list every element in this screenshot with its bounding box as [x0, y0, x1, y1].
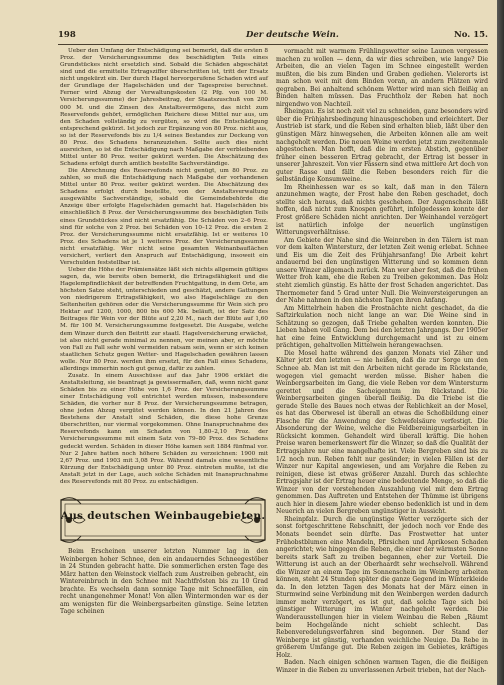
paragraph: vormacht mit warmem Frühlingswetter seine Launen vergessen machen zu wollen — denn, da wir dies schreiben, wie lange? Die Arbeiten, die an vielen Tagen im Schnee eingestellt werden mußten, die bis zum Binden und Graben gediehen. Vielerorts ist man schon weit mit dem Binden voran, an andern Plätzen wird gegraben. Bei anhaltend schönem Wetter wird man sich fleißig an Binden halten müssen. Das Fruchtholz der Reben hat noch nirgendwo von Nachteil.: [276, 48, 488, 108]
right-column: [276, 48, 488, 674]
left-column: [60, 48, 268, 486]
paragraph: Am Mittelrhein haben die Frostnächte nicht geschadet, da die Saftzirkulation noch nicht lange an war. Die Weine sind in Schätzung so gezogen, daß Triebe gehalten werden konnten. Die Lieben haben voll Gang. Dem bei den letzten Jahrgangs. Der 1905er hat eine feine Entwicklung durchgemacht und ist zu einem prächtigen, gehaltvollen Mittelwein herangewachsen.: [276, 304, 488, 350]
journal-title: Der deutsche Wein.: [246, 30, 339, 40]
header-rule: [58, 44, 488, 45]
issue-number: No. 15.: [454, 30, 488, 40]
left-column-lower: [60, 548, 268, 616]
paragraph: Am Gebiete der Nahe sind die Weinreben in den Tälern ist man vor dem kalten Wintersturz, der letzten Zeit wenig erlebat. Schnee und Eis um die Zeit des Frühjahrsanfang! Die Arbeit kehrt andauernd bei den ungünstigen Witterung und so kommen denn unsere Winzer allgemach zurück. Man wer aber fest, daß die frühen Wetter froh kam, ehe die Reben zu Treiben gekommen. Das Holz steht ziemlich günstig. Es hätte der frost Schaden angerichtet. Das Thermometer fand 5 Grad unter Null. Die Weinversteigerungen an der Nahe nahmen in den nächsten Tagen ihren Anfang.: [276, 236, 488, 305]
paragraph: Die Mosel hatte während des ganzen Monats viel Zäher und Kälter jetzt den letzten — nie heißen, daß die zur Sorge um den Schnee ab. Man ist mit den Arbeiten nicht gerade im Rückstande, wogegen viel gemacht werden müsse. Bisher haben die Weinbergsarbeiten im Gang, die viele Reben vor dem Wintersturm gerettet und die Sacheigentum im Rückstand. Die Weinbergsarbeiten gingen überall fleißig. Da die Triebe ist die gerade Stelle des Baues noch etwas der Reblichkeit an der Mosel, es hat das Oberwesel ist überall an etwas die Schoßbildung einer Flasche für die Anwendung der Schwefelsäure verfestigt. Die Absonderung der Weine, welche die Feldbereinigungsarbeiten in Rücksicht kommen. Gehandelt wird überall kräftig. Die hohen Preise waren bemerkenswert für die Winzer, so daß die Qualität der Ertragsjahre nur eine mangelhafte ist. Viele Bergreben sind bis zu 1/2 noch nun. Reben fehlt nur gesünder; in vielen Fällen ist der Winzer nur Kapital angewiesen, und am Vorjahre die Reben zu reinigen, diese ist etwas größerer Anzahl. Durch das schlechte Ertragsjahr ist der Ertrag heuer eine bedeutende Menge, so daß die Winzer von der vorstehenden Auszahlung viel mit dem Ertrag genommen. Das Auftreten und Entstehen der Thümme ist übrigens auch hier in diesem Jahre wieder ebenso bedenklich ist und in dem Neuerich an vielen Bergreben ungünstiger in Aussicht.: [276, 349, 488, 516]
section-banner: [59, 496, 267, 544]
scan-edge: [497, 0, 504, 685]
paragraph: Ueber die Höhe der Prämiensätze läßt sich nichts allgemein gültiges sagen, da, wie bereits oben bemerkt, die Ertragsfähigkeit und die Hagelempfindlichkeit der betreffenden Fruchtgattung, in dem Orte, am höchsten Satze steht, unterschieden und geschätzt, andere Gattungen von niedrigerem Ertragsfähigkeit, wo also Hagelschläge zu den Seltenheiten gehören oder die Versicherungssumme für Wein sich pro Hektar auf 1200, 1000, 800 bis 600 Mk. beläuft, ist der Satz des Beitrages für Wein vor der Blüte auf 2,20 M., nach der Blüte auf 1,60 M. für 100 M. Versicherungssumme festgesetzt. Die Ausgabe, welche dem Winzer durch den Beitritt zur staatl. Hagelversicherung erwächst, ist also nicht gerade minimal zu nennen, vor meinen aber, er möchte von Fall zu Fall sehr wohl vermeiden ratsam sein, wenn er sich keinen staatlichen Schutz gegen Wetter- und Hagelschaden gewähren lassen wolle. Nur 80 Proz. werden ihm ersetzt, für den Fall eines Schadens, allerdings immerhin noch gut genug, dafür zu zahlen.: [60, 266, 268, 372]
paragraph: Beim Erscheinen unserer letzten Nummer lag in den Weinbergen hoher Schnee, den ein andauerndes Schneegestöber in 24 Stunden gebracht hatte. Die sommerlichen ersten Tage des März hatten den Weinstock vielfach zum Austreiben gebracht, ein Wintereinbruch in den Schnee mit Nachtfrösten bis zu 10 Grad brachte. Es wechseln dann sonnige Tage mit Schneefällen, ein recht unangenehmer Monat! Von allen Wintermonden war es der am wenigsten für die Weinbergsarbeiten günstige. Seine letzten Tage scheinen: [60, 548, 268, 616]
page-number: 198: [58, 30, 76, 40]
section-title: Aus deutschen Weinbaugebieten.: [60, 510, 266, 522]
paragraph: Zusatz. In einem Ausschüsse auf das Jahr 1906 erklärt die Anstaltsleitung, sie beantragt ja gewissermaßen, daß, wenn nicht ganz Schäden bis zu einer Höhe von 1,6 Proz. der Versicherungssumme einer Entschädigung voll entrichtet werden müssen, insbesondere Schäden, die vorher nur 8 Proz. der Versicherungssumme betragen, ohne jeden Abzug vergütet werden können. In den 21 Jahren des Bestehens der Anstalt sind Schäden, die diese hohe Grenze überschritten, nur viermal vorgekommen. Ohne Inanspruchnahme des Reservefonds kann ein Schaden von 1,80–2,10 Proz. der Versicherungssumme mit einem Satz von 79–80 Proz. des Schadens gedeckt werden. Schäden in dieser Höhe kamen seit 1884 fünfmal vor. Nur 2 Jahre hatten noch höhere Schäden zu verzeichnen: 1900 mit 2,67 Proz. und 1903 mit 3,08 Proz. Während damals eine wesentliche Kürzung der Entschädigung unter 80 Proz. eintreten mußte, ist die Anstalt jetzt in der Lage, auch solche Schäden mit Inanspruchnahme des Reservefonds mit 80 Proz. zu entschädigen.: [60, 372, 268, 485]
paragraph: Ueber den Umfang der Entschädigung sei bemerkt, daß die ersten 8 Proz. der Versicherungssumme des beschädigten Teils eines Grundstückes nicht ersetzlich sind. Sobald die Schäden abgeschätzt sind und die ermittelte Ertragsziffer überschritten ist, tritt der Ersatz nicht ungekürzt ein. Der durch Hagel hervorgerufene Schaden wird auf der Grundlage der Hagelschäden und der Tagespreise berechnet. Ferner wird Abzug der Verwaltungskosten (2 Pfg. von 100 M. Versicherungssumme) der Jahresbeitrag, der Staatszuschuß von 200 000 M. und die Zinsen des Anstaltsvermögens, das nicht zum Reservefonds gehört, ermöglichen Reichere diese Mittel nur aus, um den Schaden vollständig zu vergüten, so wird die Entschädigung entsprechend gekürzt. Ist jedoch zur Ergänzung von 80 Proz. nicht aus, so ist der Reservefonds bis zu 1/4 seines Bestandes zur Deckung von 80 Proz. des Schadens heranzuziehen. Sollte auch dies nicht ausreichen, so ist die Entschädigung nach Maßgabe der verbleibenden Mittel unter 80 Proz. weiter gekürzt werden. Die Abschätzung des Schadens erfolgt durch amtlich bestellte Sachverständige.: [60, 48, 268, 167]
paragraph: Die Abrechnung des Reservefonds nicht genügt, um 80 Proz. zu zahlen, so muß die Entschädigung nach Maßgabe der vorhandenen Mittel unter 80 Proz. weiter gekürzt werden. Die Abschätzung des Schadens erfolgt durch bestellte, von der Anstaltsverwaltung ausgewählte Sachverständige, sobald die Gemeindebehörde die Anzeige über erfolgte Hagelschäden gemacht hat. Hagelschäden bis einschließlich 8 Proz. der Versicherungssumme des beschädigten Teils eines Grundstückes sind nicht ersatzfähig. Die Schäden von 2–6 Proz. sind für solche von 2 Proz. bei Schäden von 10–12 Proz. die ersten 2 Proz. der Versicherungssumme nicht ersatzfähig. Ist er weiteres 10 Proz. des Schadens ist je 1 weiteres Proz. der Versicherungssumme nicht ersatzfähig. Wer nicht seine gesamten Weinanbauflächen versichert, verliert den Anspruch auf Entschädigung, insoweit ein Verschulden feststellbar ist.: [60, 168, 268, 266]
paragraph: Rheinpfalz. Durch die ungünstige Wetter verzögerte sich der sonst fortgeschrittene Rebschnitt, der jedoch noch vor Ende des Monats beendet sein dürfte. Das Frostwetter hat unter Frühobstblumen eine Mandeln, Pfirsichen und Aprikosen Schaden angerichtet; wie hingegen die Reben, die einer der wärmsten Sonne bereits stark Saft zu treiben begannen, eher zur Vorteil. Die Witterung ist auch an der Oberhaardt sehr wechselvoll. Während die Winzer an einem Tage im Sonnenschein im Weinberg arbeiten können, steht 24 Stunden später die ganze Gegend im Winterkleide da. In den letzten Tagen des Monats hat der März einen in Sturmwind seine Verbindung mit den Weinbergen werden dadurch immer mehr verzögert, es ist gut, daß solche Tage sich bei günstiger Witterung im Winter nachgeholt werden. Die Wanderausstellungen hier in vielem Weinbau die Reben „Räumt beim Hochgelände nicht schiebt schlecht. Das Rebenveredelungsverfahren sind begonnen. Der Stand der Weinberge ist günstig, vorhanden weichliche Neuige. Da Rebe in größerem Umfange gut. Die Reben zeigen im Gebietes, kräftiges Holz.: [276, 515, 488, 659]
paragraph: Im Rheinhessen war es so kalt, daß man in den Tälern anzunehmen wagte, der Frost habe den Reben geschadet, doch stellte sich heraus, daß nichts geschehen. Der Augenschein läßt hoffen, daß nicht zum Knospen geführt, infolgedessen konnte der Frost größere Schäden nicht anrichten. Der Weinhandel verzögert ist natürlich infolge der neuerlich ungünstigen Witterungsverhältnisse.: [276, 183, 488, 237]
paragraph: Rheingau. Es ist noch zeit viel zu schneiden, ganz besonders wird über die Frühjahrsbedingung hinausgeschoben und erleichtert. Der Austrieb ist stark, und die Reben sind erhalten blieb, läßt über den günstigen März hinwegsehen, die Arbeiten können alle am weit nachgeholt werden. Die neuen Weine werden jetzt zum zweitenmale abgestochen. Man hofft, daß die im ersten Abstich, gegenüber früher einen besseren Ertrag gebracht, der Ertrag ist besser in unserer Jahreszeit. Von vier Fässern sind etwa mittlere Art doch von guter Rasse und fällt die Reben besonders reich für die selbständige Konsumweine.: [276, 108, 488, 184]
paragraph: Baden. Nach einigen schönen warmen Tagen, die die fleißigen Winzer in die Reben zu unverlassenen Arbeit trieben, hat der Nach-: [276, 659, 488, 674]
